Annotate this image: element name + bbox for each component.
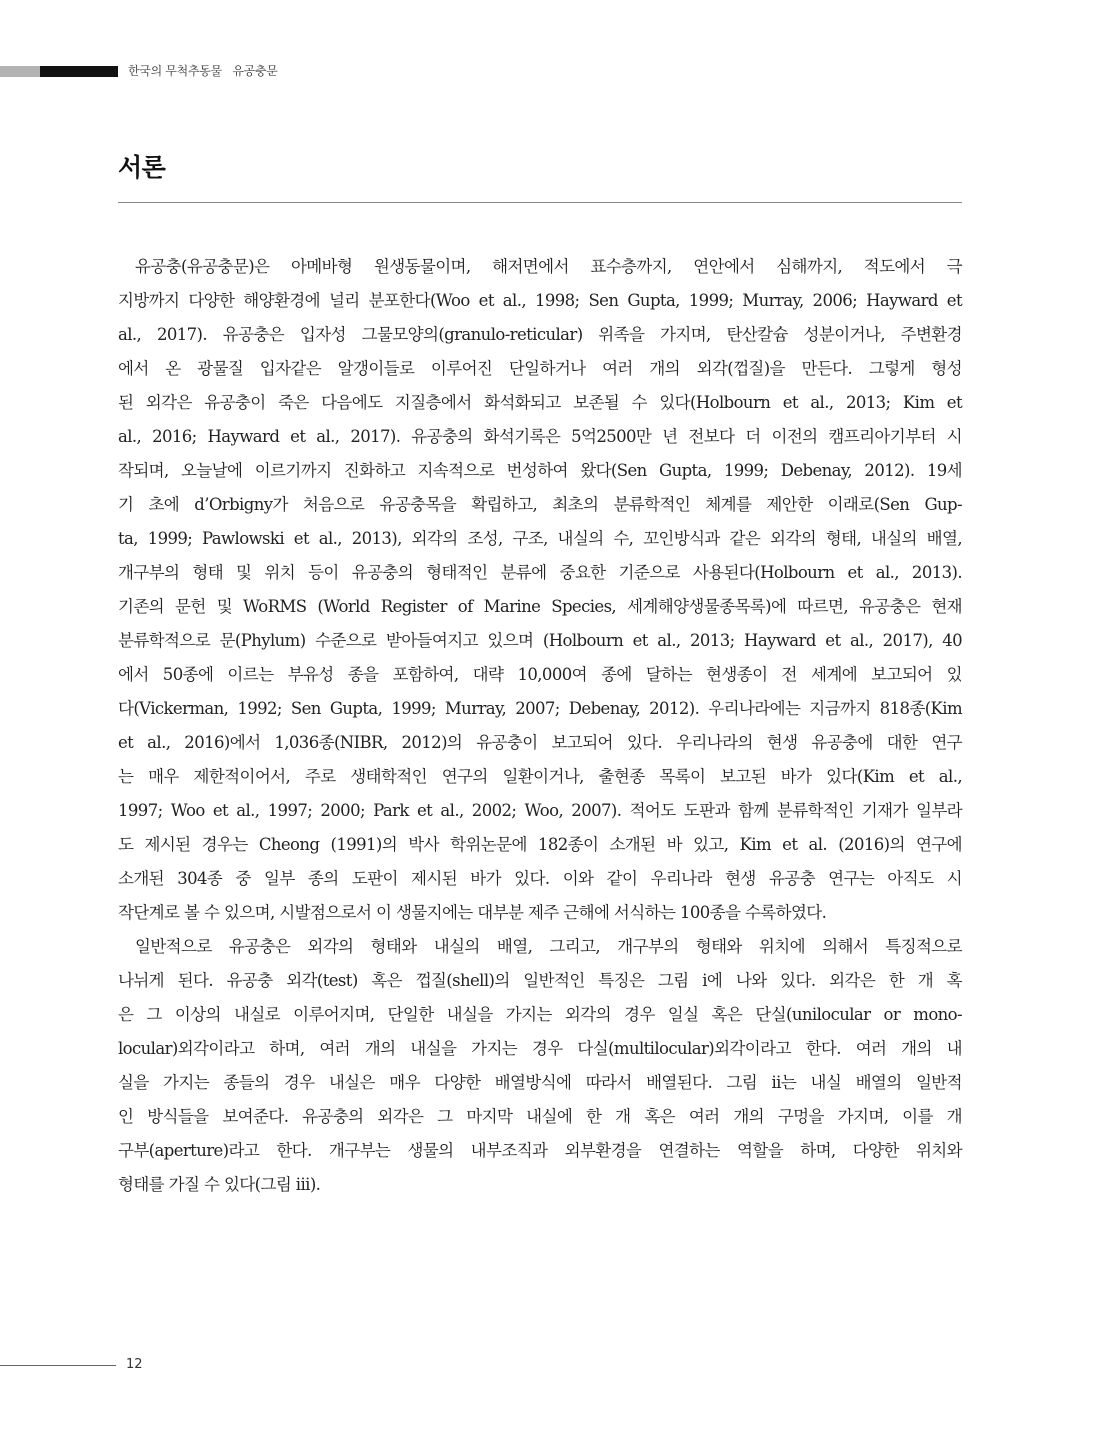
page-number: 12 <box>126 1357 143 1372</box>
section-title: 서론 <box>118 153 166 182</box>
paragraph-line: 작되며, 오늘날에 이르기까지 진화하고 지속적으로 번성하여 왔다(Sen Gupta, 1999; Debenay, 2012). 19세 <box>118 461 962 480</box>
paragraph-line: 개구부의 형태 및 위치 등이 유공충의 형태적인 분류에 중요한 기준으로 사용된다(Holbourn et al., 2013). <box>118 563 962 582</box>
paragraph-line: 일반적으로 유공충은 외각의 형태와 내실의 배열, 그리고, 개구부의 형태와 위치에 의해서 특징적으로 <box>135 937 962 956</box>
paragraph-line: 구부(aperture)라고 한다. 개구부는 생물의 내부조직과 외부환경을 연결하는 역할을 하며, 다양한 위치와 <box>118 1141 962 1160</box>
running-header: 한국의 무척추동물 유공충문 <box>128 64 278 78</box>
paragraph-line: al., 2017). 유공충은 입자성 그물모양의(granulo-reticular) 위족을 가지며, 탄산칼슘 성분이거나, 주변환경 <box>118 325 962 344</box>
paragraph-line: 분류학적으로 문(Phylum) 수준으로 받아들여지고 있으며 (Holbourn et al., 2013; Hayward et al., 2017), 40 <box>118 631 962 650</box>
paragraph-line: 나뉘게 된다. 유공충 외각(test) 혹은 껍질(shell)의 일반적인 특징은 그림 i에 나와 있다. 외각은 한 개 혹 <box>118 971 962 990</box>
title-divider <box>118 202 962 203</box>
body-text <box>118 250 962 1202</box>
paragraph-line: ta, 1999; Pawlowski et al., 2013), 외각의 조성, 구조, 내실의 수, 꼬인방식과 같은 외각의 형태, 내실의 배열, <box>118 529 962 548</box>
paragraph-line: al., 2016; Hayward et al., 2017). 유공충의 화석기록은 5억2500만 년 전보다 더 이전의 캠프리아기부터 시 <box>118 427 962 446</box>
paragraph-line: 인 방식들을 보여준다. 유공충의 외각은 그 마지막 내실에 한 개 혹은 여러 개의 구멍을 가지며, 이를 개 <box>118 1107 962 1126</box>
paragraph-line: 은 그 이상의 내실로 이루어지며, 단일한 내실을 가지는 외각의 경우 일실 혹은 단실(unilocular or mono- <box>118 1005 962 1024</box>
paragraph-line: locular)외각이라고 하며, 여러 개의 내실을 가지는 경우 다실(multilocular)외각이라고 한다. 여러 개의 내 <box>118 1039 962 1058</box>
header-bar-grey <box>0 66 40 77</box>
paragraph-line: 기존의 문헌 및 WoRMS (World Register of Marine Species, 세계해양생물종목록)에 따르면, 유공충은 현재 <box>118 597 962 616</box>
paragraph-line: 지방까지 다양한 해양환경에 널리 분포한다(Woo et al., 1998; Sen Gupta, 1999; Murray, 2006; Hayward et <box>118 291 962 310</box>
paragraph-line: 된 외각은 유공충이 죽은 다음에도 지질층에서 화석화되고 보존될 수 있다(Holbourn et al., 2013; Kim et <box>118 393 962 412</box>
paragraph-line: 기 초에 d’Orbigny가 처음으로 유공충목을 확립하고, 최초의 분류학적인 체계를 제안한 이래로(Sen Gup- <box>118 495 962 514</box>
paragraph <box>118 250 962 930</box>
paragraph-line: 유공충(유공충문)은 아메바형 원생동물이며, 해저면에서 표수층까지, 연안에서 심해까지, 적도에서 극 <box>135 257 962 276</box>
paragraph-line: 소개된 304종 중 일부 종의 도판이 제시된 바가 있다. 이와 같이 우리나라 현생 유공충 연구는 아직도 시 <box>118 869 962 888</box>
paragraph-line: 는 매우 제한적이어서, 주로 생태학적인 연구의 일환이거나, 출현종 목록이 보고된 바가 있다(Kim et al., <box>118 767 962 786</box>
paragraph-line: 실을 가지는 종들의 경우 내실은 매우 다양한 배열방식에 따라서 배열된다. 그림 ii는 내실 배열의 일반적 <box>118 1073 962 1092</box>
paragraph-line: 형태를 가질 수 있다(그림 iii). <box>118 1175 321 1194</box>
paragraph-line: et al., 2016)에서 1,036종(NIBR, 2012)의 유공충이 보고되어 있다. 우리나라의 현생 유공충에 대한 연구 <box>118 733 962 752</box>
paragraph-line: 에서 50종에 이르는 부유성 종을 포함하여, 대략 10,000여 종에 달하는 현생종이 전 세계에 보고되어 있 <box>118 665 962 684</box>
paragraph-line: 에서 온 광물질 입자같은 알갱이들로 이루어진 단일하거나 여러 개의 외각(껍질)을 만든다. 그렇게 형성 <box>118 359 962 378</box>
paragraph <box>118 930 962 1202</box>
paragraph-line: 1997; Woo et al., 1997; 2000; Park et al., 2002; Woo, 2007). 적어도 도판과 함께 분류학적인 기재가 일부라 <box>118 801 962 820</box>
header-bar-black <box>40 66 118 77</box>
paragraph-line: 도 제시된 경우는 Cheong (1991)의 박사 학위논문에 182종이 소개된 바 있고, Kim et al. (2016)의 연구에 <box>118 835 962 854</box>
footer-rule <box>0 1365 116 1366</box>
paragraph-line: 작단계로 볼 수 있으며, 시발점으로서 이 생물지에는 대부분 제주 근해에 서식하는 100종을 수록하였다. <box>118 903 827 922</box>
paragraph-line: 다(Vickerman, 1992; Sen Gupta, 1999; Murray, 2007; Debenay, 2012). 우리나라에는 지금까지 818종(Kim <box>118 699 962 718</box>
